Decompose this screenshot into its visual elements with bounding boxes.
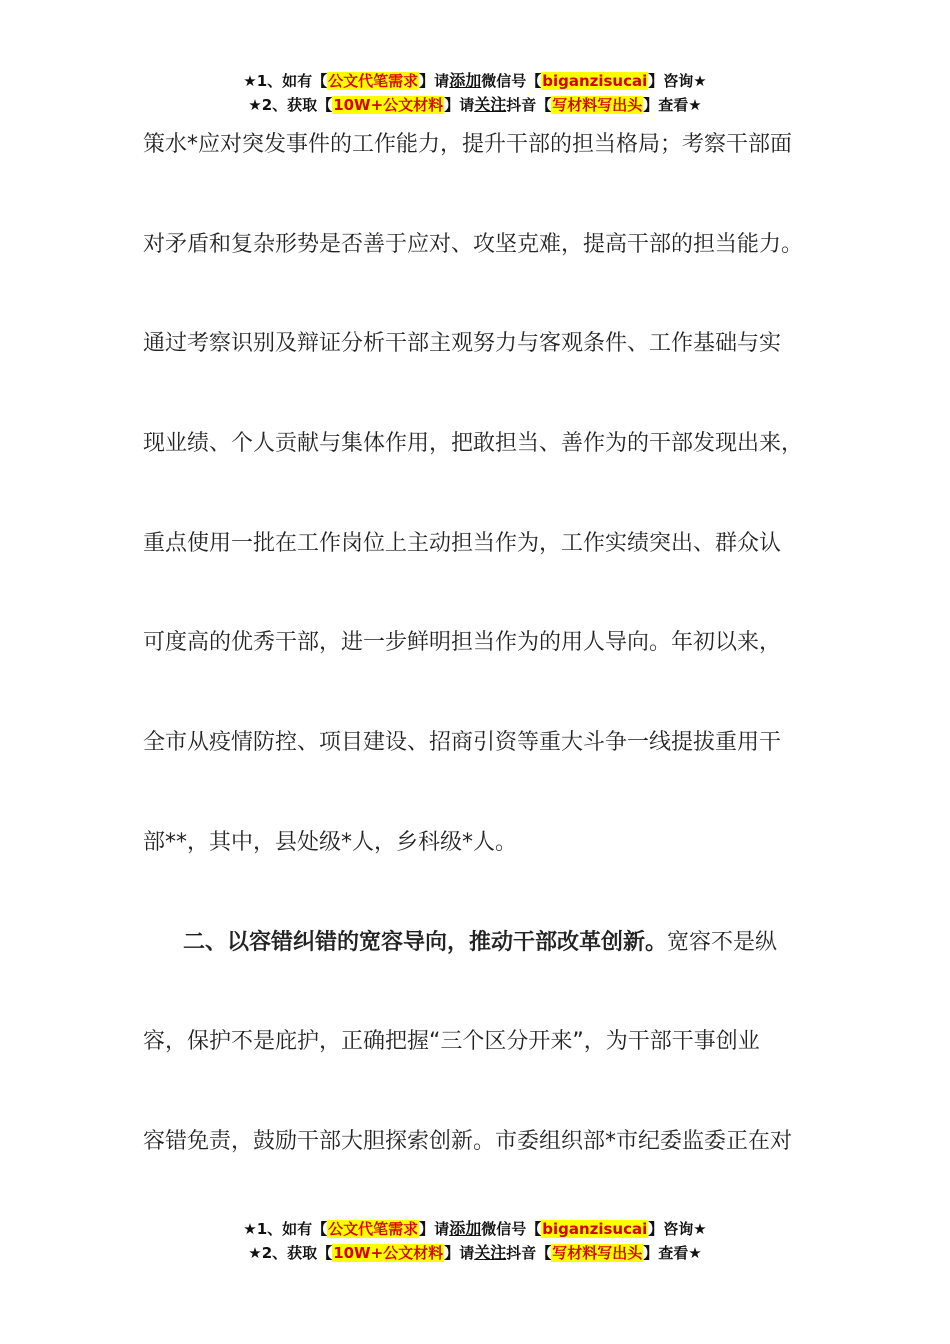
- banner-text: 】咨询★: [648, 1220, 707, 1238]
- header-banner: [0, 69, 950, 117]
- body-line: 策水*应对突发事件的工作能力，提升干部的担当格局；考察干部面: [143, 132, 793, 157]
- banner-text: 抖音【: [506, 96, 552, 114]
- body-line: 容错免责，鼓励干部大胆探索创新。市委组织部*市纪委监委正在对: [143, 1128, 793, 1154]
- underlined-text: 关注: [474, 95, 507, 114]
- banner-text: 】请: [419, 72, 450, 90]
- underlined-text: 添加: [449, 1219, 482, 1238]
- banner-text: ★2、获取【: [248, 1244, 333, 1262]
- highlight-materials: 10W+公文材料: [333, 96, 444, 114]
- highlight-douyin-account: 写材料写出头: [552, 96, 643, 114]
- section-heading-line: [143, 918, 833, 1018]
- body-line: 通过考察识别及辩证分析干部主观努力与客观条件、工作基础与实: [143, 331, 782, 357]
- section-heading-continuation: 宽容不是纵: [667, 929, 778, 955]
- banner-line-1: [0, 1217, 950, 1241]
- body-line: 重点使用一批在工作岗位上主动担当作为，工作实绩突出、群众认: [143, 530, 782, 556]
- banner-text: 】查看★: [643, 96, 702, 114]
- banner-text: 抖音【: [506, 1244, 552, 1262]
- banner-text: 】请: [444, 1244, 475, 1262]
- banner-text: ★1、如有【: [243, 72, 328, 90]
- highlight-materials: 10W+公文材料: [333, 1244, 444, 1262]
- underlined-text: 关注: [474, 1243, 507, 1262]
- banner-line-1: [0, 69, 950, 93]
- banner-text: 】请: [444, 96, 475, 114]
- banner-text: ★2、获取【: [248, 96, 333, 114]
- body-line: 全市从疫情防控、项目建设、招商引资等重大斗争一线提拔重用干: [143, 730, 782, 756]
- highlight-service: 公文代笔需求: [328, 72, 419, 90]
- banner-text: ★1、如有【: [243, 1220, 328, 1238]
- banner-text: 】查看★: [643, 1244, 702, 1262]
- banner-text: 微信号【: [481, 1220, 542, 1238]
- body-line: 现业绩、个人贡献与集体作用，把敢担当、善作为的干部发现出来，: [143, 431, 804, 457]
- banner-line-2: [0, 1241, 950, 1265]
- highlight-service: 公文代笔需求: [328, 1220, 419, 1238]
- underlined-text: 添加: [449, 71, 482, 90]
- highlight-wechat-id: biganzisucai: [542, 72, 648, 90]
- banner-line-2: [0, 93, 950, 117]
- banner-text: 微信号【: [481, 72, 542, 90]
- highlight-wechat-id: biganzisucai: [542, 1220, 648, 1238]
- body-line: 容，保护不是庇护，正确把握“三个区分开来”，为干部干事创业: [143, 1029, 760, 1055]
- body-line: 部**，其中，县处级*人，乡科级*人。: [143, 829, 518, 855]
- footer-banner: [0, 1217, 950, 1265]
- banner-text: 】请: [419, 1220, 450, 1238]
- body-line: 对矛盾和复杂形势是否善于应对、攻坚克难，提高干部的担当能力。: [143, 231, 804, 257]
- banner-text: 】咨询★: [648, 72, 707, 90]
- body-line: 可度高的优秀干部，进一步鲜明担当作为的用人导向。年初以来，: [143, 630, 782, 656]
- section-heading: 二、以容错纠错的宽容导向，推动干部改革创新。: [183, 929, 668, 955]
- highlight-douyin-account: 写材料写出头: [552, 1244, 643, 1262]
- document-body: [143, 120, 833, 1217]
